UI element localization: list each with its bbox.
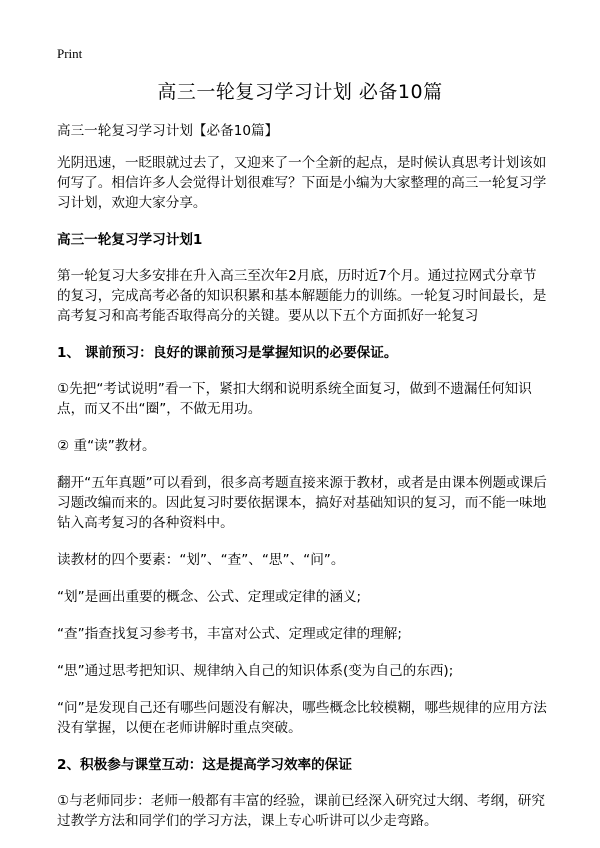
- document-subtitle: 高三一轮复习学习计划【必备10篇】: [57, 123, 279, 139]
- intro-paragraph: 光阴迅速，一眨眼就过去了，又迎来了一个全新的起点，是时候认真思考计划该如何写了。相信许多人会觉得计划很难写？下面是小编为大家整理的高三一轮复习学习计划，欢迎大家分享。: [57, 155, 547, 211]
- point2-heading: 2、积极参与课堂互动：这是提高学习效率的保证: [57, 757, 352, 773]
- element-hua: “划”是画出重要的概念、公式、定理或定律的涵义;: [57, 589, 362, 605]
- print-label: Print: [57, 46, 83, 61]
- point1-heading: 1、 课前预习：良好的课前预习是掌握知识的必要保证。: [57, 345, 398, 361]
- section-intro-paragraph: 第一轮复习大多安排在升入高三至次年2月底，历时近7个月。通过拉网式分章节的复习，完成高考必备的知识积累和基本解题能力的训练。一轮复习时间最长，是高考复习和高考能否取得高分的关键。要从以下五个方面抓好一轮复习: [57, 268, 547, 324]
- element-si: “思”通过思考把知识、规律纳入自己的知识体系(变为自己的东西);: [57, 663, 454, 679]
- point1-item2: ② 重“读”教材。: [57, 438, 156, 454]
- point1-item1: ①先把“考试说明”看一下，紧扣大纲和说明系统全面复习，做到不遗漏任何知识点，而又不出“圈”，不做无用功。: [57, 381, 532, 417]
- element-wen: “问”是发现自己还有哪些问题没有解决，哪些概念比较模糊，哪些规律的应用方法没有掌握，以便在老师讲解时重点突破。: [57, 700, 547, 736]
- document-body: [57, 121, 549, 848]
- four-elements-paragraph: 读教材的四个要素：“划”、“查”、“思”、“问”。: [57, 552, 345, 568]
- element-cha: “查”指查找复习参考书，丰富对公式、定理或定律的理解;: [57, 626, 402, 642]
- section-heading: 高三一轮复习学习计划1: [57, 232, 203, 248]
- point2-item1: ①与老师同步：老师一般都有丰富的经验，课前已经深入研究过大纲、考纲，研究过教学方法和同学们的学习方法，课上专心听讲可以少走弯路。: [57, 793, 545, 829]
- document-title: 高三一轮复习学习计划 必备10篇: [157, 81, 443, 103]
- textbook-paragraph: 翻开“五年真题”可以看到，很多高考题直接来源于教材，或者是由课本例题或课后习题改编而来的。因此复习时要依据课本，搞好对基础知识的复习，而不能一味地钻入高考复习的各种资料中。: [57, 475, 547, 531]
